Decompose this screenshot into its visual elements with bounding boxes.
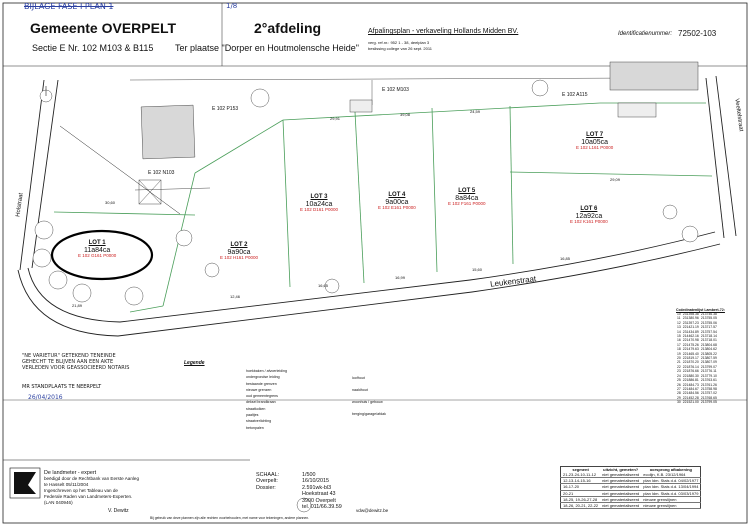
stamp-annotation: BIJLAGE FASE I PLAN 1 — [24, 2, 114, 11]
parcel-a115: E 102 A115 — [562, 92, 588, 98]
lot-7-label — [576, 132, 613, 151]
coordinate-cell: 10 — [677, 312, 681, 316]
coordinate-cell: 24 — [677, 373, 681, 378]
lot-parcel: E 102 G161 P0000 — [78, 253, 117, 259]
coordinate-cell: 221876.14 — [682, 364, 699, 369]
coordinate-cell: 213807.59 — [700, 356, 717, 361]
lot-name: LOT 3 — [310, 194, 328, 200]
coordinate-cell: 213755.05 — [700, 316, 717, 321]
dimension-label: 16,85 — [560, 256, 571, 261]
coordinate-cell: 213776.11 — [700, 369, 717, 374]
surveyor-block — [44, 470, 139, 506]
dimension-label: 16,99 — [395, 275, 406, 280]
lot-name: LOT 2 — [230, 242, 248, 248]
coordinate-cell: 221880.30 — [682, 373, 699, 378]
coordinate-cell: 213799.07 — [700, 364, 717, 369]
lot-name: LOT 7 — [586, 132, 604, 138]
dimension-label: 29,09 — [610, 177, 621, 182]
coordinate-cell: 213805.22 — [700, 351, 717, 356]
legend-symbol-item: berging/garage/afdak — [352, 412, 386, 416]
lot-name: LOT 1 — [88, 240, 106, 246]
coordinate-cell: 19 — [677, 351, 681, 356]
coordinate-cell: 214462.16 — [682, 334, 699, 339]
coordinate-cell: 15 — [677, 334, 681, 339]
coordinate-cell: 221421.19 — [682, 325, 699, 330]
coordinate-cell: 23 — [677, 369, 681, 374]
coordinate-cell: 221452.28 — [682, 395, 699, 400]
segment-cell: 20-21 — [561, 490, 601, 496]
lot-parcel: E 102 L161 P0000 — [576, 145, 614, 151]
coordinate-cell: 27 — [677, 386, 681, 391]
scale-label: SCHAAL: — [256, 472, 280, 478]
coordinate-cell: 30 — [677, 400, 681, 405]
lot-area: 8a84ca — [455, 194, 479, 202]
id-number: 72502-103 — [678, 29, 717, 38]
coordinate-row — [676, 400, 718, 404]
coordinate-cell: 221521.00 — [682, 400, 699, 405]
coordinate-cell: 221819.17 — [682, 356, 699, 361]
coordinate-cell: 11 — [677, 316, 681, 321]
coordinate-cell: 213718.01 — [700, 338, 717, 343]
plan-title: Afpalingsplan - verkaveling Hollands Midden BV. — [368, 28, 519, 35]
segment-row — [561, 478, 701, 484]
coordinate-cell: 16 — [677, 338, 681, 343]
segment-cell: niet gematerialiseerd — [602, 490, 640, 496]
coordinate-cell: 25 — [677, 378, 681, 383]
coordinate-cell: 221484.56 — [682, 391, 699, 396]
coordinate-cell: 14 — [677, 329, 681, 334]
segment-header: oorsprong afbakening — [649, 467, 692, 472]
segment-cell: nieuwe grenslijnen — [641, 496, 701, 502]
segment-cell: plan ldm. Stals d.d. 13/04/1994 — [641, 484, 701, 490]
street-holstraat: Holstraat — [15, 192, 25, 218]
coordinate-cell: 213807.09 — [700, 360, 717, 365]
coordinate-cell: 231434.89 — [682, 329, 699, 334]
coordinate-cell: 221876.66 — [682, 369, 699, 374]
plan-decision: beslissing college van 26 sept. 2011 — [368, 46, 432, 51]
coordinate-cell: 28 — [677, 391, 681, 396]
coordinate-cell: 221484.67 — [682, 386, 699, 391]
lot-1-label — [78, 240, 116, 259]
date-value: 16/10/2015 — [302, 478, 329, 485]
place-text: Ter plaatse "Dorper en Houtmolensche Heide" — [175, 43, 359, 53]
surveyor-line: Federale Raden van Landmeters-Experten. — [44, 494, 133, 499]
parcel-n103: E 102 N103 — [148, 170, 175, 176]
coordinate-cell: 12 — [677, 320, 681, 325]
coordinate-cell: 22 — [677, 364, 681, 369]
legend-title: Legende — [184, 360, 205, 366]
scale-value: 1/500 — [302, 472, 316, 478]
legend-item: straatkolken — [246, 406, 266, 411]
legend-item: betonpalen — [246, 425, 264, 430]
surveyor-role: De landmeter - expert — [44, 470, 97, 476]
dimension-label: 29,91 — [330, 116, 341, 121]
plan-reference: verg. ref.nr.: 952 1 - 38, deelplan 3 — [368, 40, 430, 45]
coordinate-table — [676, 308, 725, 405]
dimension-label: 39,08 — [400, 112, 411, 117]
coordinate-cell: 221870.20 — [682, 360, 699, 365]
dimension-label: 12,46 — [230, 294, 241, 299]
segment-cell: plan ldm. Stals d.d. 03/03/1979 — [641, 490, 701, 496]
lot-area: 9a00ca — [385, 198, 409, 206]
info-block — [256, 472, 342, 510]
notary-place: MR STANDPLAATS TE NEERPELT — [22, 384, 102, 390]
lot-parcel: E 102 E161 P0000 — [378, 205, 416, 211]
segment-cell: 16-17-20 — [561, 484, 601, 490]
legend-symbol-item: loofhout — [352, 376, 365, 380]
coordinate-cell: 221470.98 — [682, 338, 699, 343]
legend-item: ondergrondse leiding — [246, 375, 280, 380]
coordinate-cell: 213718.14 — [700, 334, 717, 339]
coordinate-cell: 17 — [677, 342, 681, 347]
lot-parcel: E 102 F161 P0000 — [448, 201, 486, 207]
lot-2-label — [220, 242, 258, 261]
coordinate-cell: 20 — [677, 356, 681, 361]
segment-cell: niet gematerialiseerd — [602, 484, 640, 490]
date-label: Overpelt: — [256, 478, 278, 485]
coordinate-cell: 213804.62 — [700, 347, 717, 352]
page-number: 1/8 — [226, 2, 238, 10]
legend-symbols — [352, 372, 386, 420]
coordinate-cell: 213804.68 — [700, 342, 717, 347]
street-leukenstraat: Leukenstraat — [489, 274, 537, 289]
lot-area: 10a24ca — [305, 200, 333, 208]
lot-name: LOT 4 — [388, 192, 406, 198]
coordinate-rows — [676, 312, 718, 405]
lot-parcel: E 102 H161 P0000 — [220, 255, 259, 261]
coordinate-cell: 13 — [677, 325, 681, 330]
lot-name: LOT 6 — [580, 206, 598, 212]
lot-5-label — [448, 188, 486, 207]
address: Hoekstraat 43 — [302, 491, 336, 498]
coordinate-cell: 213755.06 — [700, 320, 717, 325]
coordinate-cell: 213779.10 — [700, 373, 717, 378]
coordinate-cell: 231380.96 — [682, 316, 699, 321]
segment-cell: niet gematerialiseerd — [602, 503, 640, 509]
coordinate-cell: 21 — [677, 360, 681, 365]
coordinate-cell: 18 — [677, 347, 681, 352]
division-title: 2°afdeling — [254, 20, 322, 36]
segment-cell: niet gematerialiseerd — [602, 496, 640, 502]
legend-item: hoekbaken / afvoerleiding — [246, 369, 287, 373]
lot-parcel: E 102 K161 P0000 — [570, 219, 608, 225]
email-link[interactable]: vdw@dewitz.be — [356, 508, 389, 513]
surveyor-name: V. Dewitz — [108, 508, 129, 514]
coordinate-table-title: Coördinatenlijst Lambert-72: — [676, 308, 725, 312]
surveyor-line: te Hasselt 05/11/2004 — [44, 482, 89, 487]
segment-cell: niet gematerialiseerd — [602, 478, 640, 484]
segment-cell: ecolijn, K.B. 23/12/1964 — [641, 472, 701, 478]
dimension-label: 24,59 — [470, 109, 481, 114]
legend-item: oud gemeentegrens — [246, 394, 278, 399]
coordinate-cell: 213717.57 — [700, 325, 717, 330]
parcel-p153: E 102 P153 — [212, 106, 239, 112]
dossier-label: Dossier: — [256, 484, 276, 491]
dimension-label: 15,60 — [472, 267, 483, 272]
legend-item: nieuwe grenzen — [246, 387, 272, 392]
lot-6-label — [570, 206, 608, 225]
segment-cell: 18-26, 20-21, 22-22 — [561, 503, 601, 509]
lot-area: 12a92ca — [575, 212, 603, 220]
coordinate-cell: 213758.98 — [700, 386, 717, 391]
copyright-note: Bij gebruik van deze plannen zijn alle rechten voorbehouden, met name voor tekeningen, andere plannen. — [150, 516, 310, 520]
coordinate-cell: 221479.63 — [682, 347, 699, 352]
segment-cell: nieuwe grenslijnen — [641, 503, 701, 509]
coordinate-cell: 213763.61 — [700, 378, 717, 383]
segment-cell: niet gematerialiseerd — [602, 472, 640, 477]
coordinate-cell: 221484.73 — [682, 382, 699, 387]
coordinate-cell: 231398.38 — [682, 312, 699, 316]
coordinate-cell: 213761.26 — [700, 382, 717, 387]
section-text: Sectie E Nr. 102 M103 & B115 — [32, 43, 154, 53]
segment-table-wrap — [560, 466, 701, 509]
lot-3-label — [300, 194, 338, 213]
segment-cell: plan ldm. Stals d.d. 04/02/1977 — [641, 478, 701, 484]
coordinate-row — [676, 347, 718, 351]
legend-symbol-item: naaldhout — [352, 388, 368, 392]
segment-cell: 12-13-14-15-16 — [561, 478, 601, 484]
segment-cell: 18-25, 19-26-27-28 — [561, 496, 601, 502]
lot-parcel: E 102 D161 P0000 — [300, 207, 339, 213]
coordinate-cell: 29 — [677, 395, 681, 400]
telephone: tel. 011/66.39.59 — [302, 504, 342, 511]
coordinate-cell: 213757.54 — [700, 329, 717, 334]
legend-symbol-item: woonhuis / gebouw — [352, 400, 383, 404]
coordinate-row — [676, 325, 718, 329]
lot-name: LOT 5 — [458, 188, 476, 194]
legend-list — [246, 368, 287, 431]
segment-row — [561, 472, 701, 478]
legend-item: paaltjes — [246, 413, 259, 418]
legend-item: deksel brandkraan — [246, 400, 276, 405]
coordinate-cell: 221475.26 — [682, 342, 699, 347]
city: 3900 Overpelt — [302, 497, 336, 504]
segment-header: uitzicht, gemeten? — [603, 467, 639, 472]
notary-statement: "NE VARIETUR" GETEKEND TENEINDE GEHECHT TE BLIJVEN AAN EEN AKTE VERLEDEN VOOR GEASSOCIEERD NOTARIS — [22, 353, 130, 371]
legend-item: bestaande grenzen — [246, 381, 277, 386]
surveyor-line: Ingeschreven op het Tableau van de — [44, 488, 118, 493]
dimension-label: 21,89 — [72, 303, 83, 308]
coordinate-cell: 213746.38 — [700, 312, 717, 316]
street-veeltelstraat: Veeltelstraat — [733, 98, 744, 132]
segment-header: segment — [572, 467, 589, 472]
dossier-value: 2.591wk-bl3 — [302, 484, 332, 491]
lot-area: 10a05ca — [581, 138, 609, 146]
segment-table — [560, 466, 701, 509]
dimension-label: 16,65 — [318, 283, 329, 288]
coordinate-cell: 231397.23 — [682, 320, 699, 325]
id-label: Identificatienummer: — [618, 31, 673, 37]
lot-area: 9a90ca — [227, 248, 251, 256]
coordinate-cell: 221465.40 — [682, 351, 699, 356]
coordinate-row — [676, 378, 718, 382]
segment-row — [561, 503, 701, 509]
coordinate-cell: 213799.05 — [700, 400, 717, 405]
parcel-m103: E 102 M103 — [382, 87, 409, 93]
notary-date: 26/04/2016 — [28, 394, 63, 401]
segment-cell: 21-23-24-10-11-12 — [561, 472, 601, 478]
coordinate-cell: 221886.81 — [682, 378, 699, 383]
coordinate-cell: 213757.02 — [700, 391, 717, 396]
coordinate-cell: 26 — [677, 382, 681, 387]
lot-4-label — [378, 192, 416, 211]
surveyor-line: (LAN 040946) — [44, 500, 73, 505]
legend-item: straatverlichting — [246, 419, 272, 424]
dimension-label: 30,60 — [105, 200, 116, 205]
surveyor-line: beëdigd door de Rechtbank van Eerste Aanleg — [44, 476, 140, 481]
lot-area: 11a84ca — [83, 246, 111, 254]
municipality-title: Gemeente OVERPELT — [30, 20, 177, 36]
coordinate-cell: 213768.65 — [700, 395, 717, 400]
